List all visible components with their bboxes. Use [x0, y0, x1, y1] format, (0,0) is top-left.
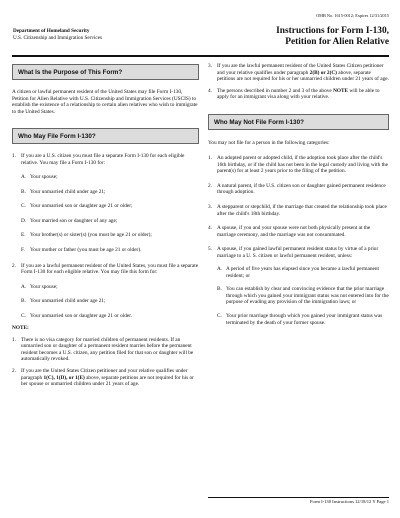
note-1	[12, 337, 199, 363]
who-may-item-1b	[21, 189, 199, 196]
note-text	[21, 368, 199, 388]
item-number: 2.	[208, 182, 212, 189]
note-text-pre: If you are the lawful permanent resident of the United States Citizen petitioner and your relative qualifies under paragraph	[217, 63, 384, 76]
sub-number: F.	[21, 247, 25, 254]
note-text-bold: 2(B) or 2(C)	[309, 69, 337, 76]
agency-name: U.S. Citizenship and Immigration Services	[13, 34, 103, 41]
omb-number: OMB No. 1615-0012; Expires 12/31/2015	[316, 13, 389, 18]
note-label: NOTE:	[12, 325, 29, 332]
who-may-item-2	[12, 263, 199, 276]
form-title-line2: Petition for Alien Relative	[285, 36, 389, 47]
who-may-not-item-5a	[217, 266, 389, 279]
sub-number: C.	[21, 312, 26, 319]
form-title	[239, 26, 389, 47]
note-text-bold: 1(C), 1(D), or 1(E)	[43, 374, 85, 381]
department-name: Department of Homeland Security	[13, 28, 90, 34]
sub-number: A.	[217, 266, 223, 273]
who-may-item-1	[12, 153, 199, 166]
item-number: 4.	[208, 225, 212, 232]
sub-text: Your brother(s) or sister(s) (you must be age 21 or older);	[30, 232, 152, 239]
item-text: An adopted parent or adopted child, if the adoption took place after the child's 16th birthday, or if the child has not been in the legal custody and living with the parent(s) for at least 2 years prior to the filing of the petition.	[217, 155, 389, 175]
who-may-item-2b	[21, 298, 199, 305]
sub-number: D.	[21, 217, 27, 224]
sub-text: Your unmarried child under age 21;	[30, 298, 106, 305]
sub-text: Your unmarried child under age 21;	[30, 188, 106, 195]
footer-divider	[208, 497, 389, 498]
note-number: 2.	[12, 368, 16, 375]
who-may-item-1f	[21, 247, 199, 254]
sub-text: Your married son or daughter of any age;	[30, 217, 118, 224]
who-may-item-1d	[21, 218, 199, 225]
note-text-bold: NOTE	[333, 87, 349, 94]
item-text: A stepparent or stepchild, if the marriage that created the relationship took place after the child's 18th birthday.	[217, 204, 387, 217]
sub-text: Your spouse;	[30, 174, 58, 181]
note-number: 4.	[208, 87, 212, 94]
item-text: If you are a U.S. citizen you must file a separate Form I-130 for each eligible relative. You may file a Form I-130 for:	[21, 153, 185, 166]
note-text	[217, 88, 389, 101]
sub-number: C.	[217, 313, 222, 320]
who-may-item-2c	[21, 313, 199, 320]
item-text: A spouse, if you and your spouse were not both physically present at the marriage ceremony, and the marriage was not consummated.	[217, 225, 371, 238]
sub-number: B.	[217, 286, 222, 293]
sub-number: C.	[21, 203, 26, 210]
who-may-not-item-5	[208, 246, 389, 259]
who-may-not-item-2	[208, 183, 389, 196]
who-may-item-2a	[21, 284, 199, 291]
note-text-post: above, separate petitions are not required for his or her spouse or unmarried children under 21 years of age.	[21, 374, 194, 388]
sub-number: B.	[21, 298, 26, 305]
note-number: 1.	[12, 336, 16, 343]
item-text: A natural parent, if the U.S. citizen son or daughter gained permanent residence through adoption.	[217, 182, 386, 196]
sub-text: Your prior marriage through which you gained your immigrant status was terminated by the death of your former spouse.	[226, 313, 383, 326]
item-number: 1.	[12, 153, 16, 160]
who-may-item-1c	[21, 203, 199, 210]
note-text: There is no visa category for married children of permanent residents. If an unmarried son or daughter of a permanent resident marries before the permanent resident becomes a U.S. citizen, any petition filed for that son or daughter will be automatically revoked.	[21, 336, 194, 363]
who-may-item-1e	[21, 232, 199, 239]
who-may-not-item-3	[208, 204, 389, 217]
sub-number: A.	[21, 283, 27, 290]
item-number: 3.	[208, 204, 212, 211]
form-title-line1: Instructions for Form I-130,	[276, 26, 389, 36]
item-text: A spouse, if you gained lawful permanent resident status by virtue of a prior marriage to a U. S. citizen or lawful permanent resident, unless:	[217, 246, 379, 259]
note-3	[208, 63, 389, 83]
note-text-pre: The persons described in number 2 and 3 of the above	[217, 87, 334, 94]
note-text-pre: If you are the United States Citizen petitioner and your relative qualifies under paragraph	[21, 368, 188, 381]
agency-block	[13, 28, 102, 41]
item-number: 5.	[208, 246, 212, 253]
who-may-not-item-4	[208, 225, 389, 238]
purpose-text: A citizen or lawful permanent resident of the United States may file Form I-130, Petition for Alien Relative with U.S. Citizenship and Immigration Services (USCIS) to establish the existence of a relationship to certain alien relatives who wish to immigrate to the United States.	[12, 89, 198, 115]
note-2	[12, 368, 199, 388]
sub-text: A period of five years has elapsed since you became a lawful permanent resident; or	[226, 266, 379, 279]
sub-text: Your spouse;	[30, 283, 58, 290]
who-may-item-1a	[21, 174, 199, 181]
left-column	[12, 64, 199, 388]
sub-text: Your mother or father (you must be age 21 or older).	[30, 247, 142, 254]
sub-number: A.	[21, 174, 27, 181]
who-may-heading: Who May File Form I-130?	[12, 128, 199, 144]
header-divider	[12, 55, 389, 57]
sub-text: Your unmarried son or daughter age 21 or older.	[30, 312, 132, 319]
page-footer: Form I-130 Instructions 12/18/12 Y Page 1	[309, 499, 389, 504]
item-number: 1.	[208, 155, 212, 162]
item-text: If you are a lawful permanent resident of the United States, you must file a separate Form I-130 for each eligible relative. You may file this form for:	[21, 262, 199, 276]
right-column	[208, 64, 389, 326]
who-may-not-item-1	[208, 155, 389, 175]
sub-number: B.	[21, 188, 26, 195]
who-may-not-intro: You may not file for a person in the following categories:	[208, 139, 330, 146]
note-number: 3.	[208, 63, 212, 69]
note-text-post: will be able to apply for an immigrant visa along with your relative.	[217, 87, 380, 101]
sub-text: Your unmarried son or daughter age 21 or older;	[30, 203, 133, 210]
note-4	[208, 88, 389, 101]
note-text	[217, 63, 389, 83]
sub-text: You can establish by clear and convincing evidence that the prior marriage through which you gained your immigrant status was not entered into for the purpose of evading any provision of the immigration laws; or	[226, 286, 389, 306]
purpose-heading: What Is the Purpose of This Form?	[12, 64, 199, 80]
who-may-not-item-5c	[217, 313, 389, 326]
sub-number: E.	[21, 232, 26, 239]
note-text-post: above, separate petitions are not required for his or her unmarried children under 21 years of age.	[217, 69, 389, 83]
who-may-not-heading: Who May Not File Form I-130?	[208, 114, 389, 130]
item-number: 2.	[12, 262, 16, 269]
who-may-not-item-5b	[217, 286, 389, 306]
